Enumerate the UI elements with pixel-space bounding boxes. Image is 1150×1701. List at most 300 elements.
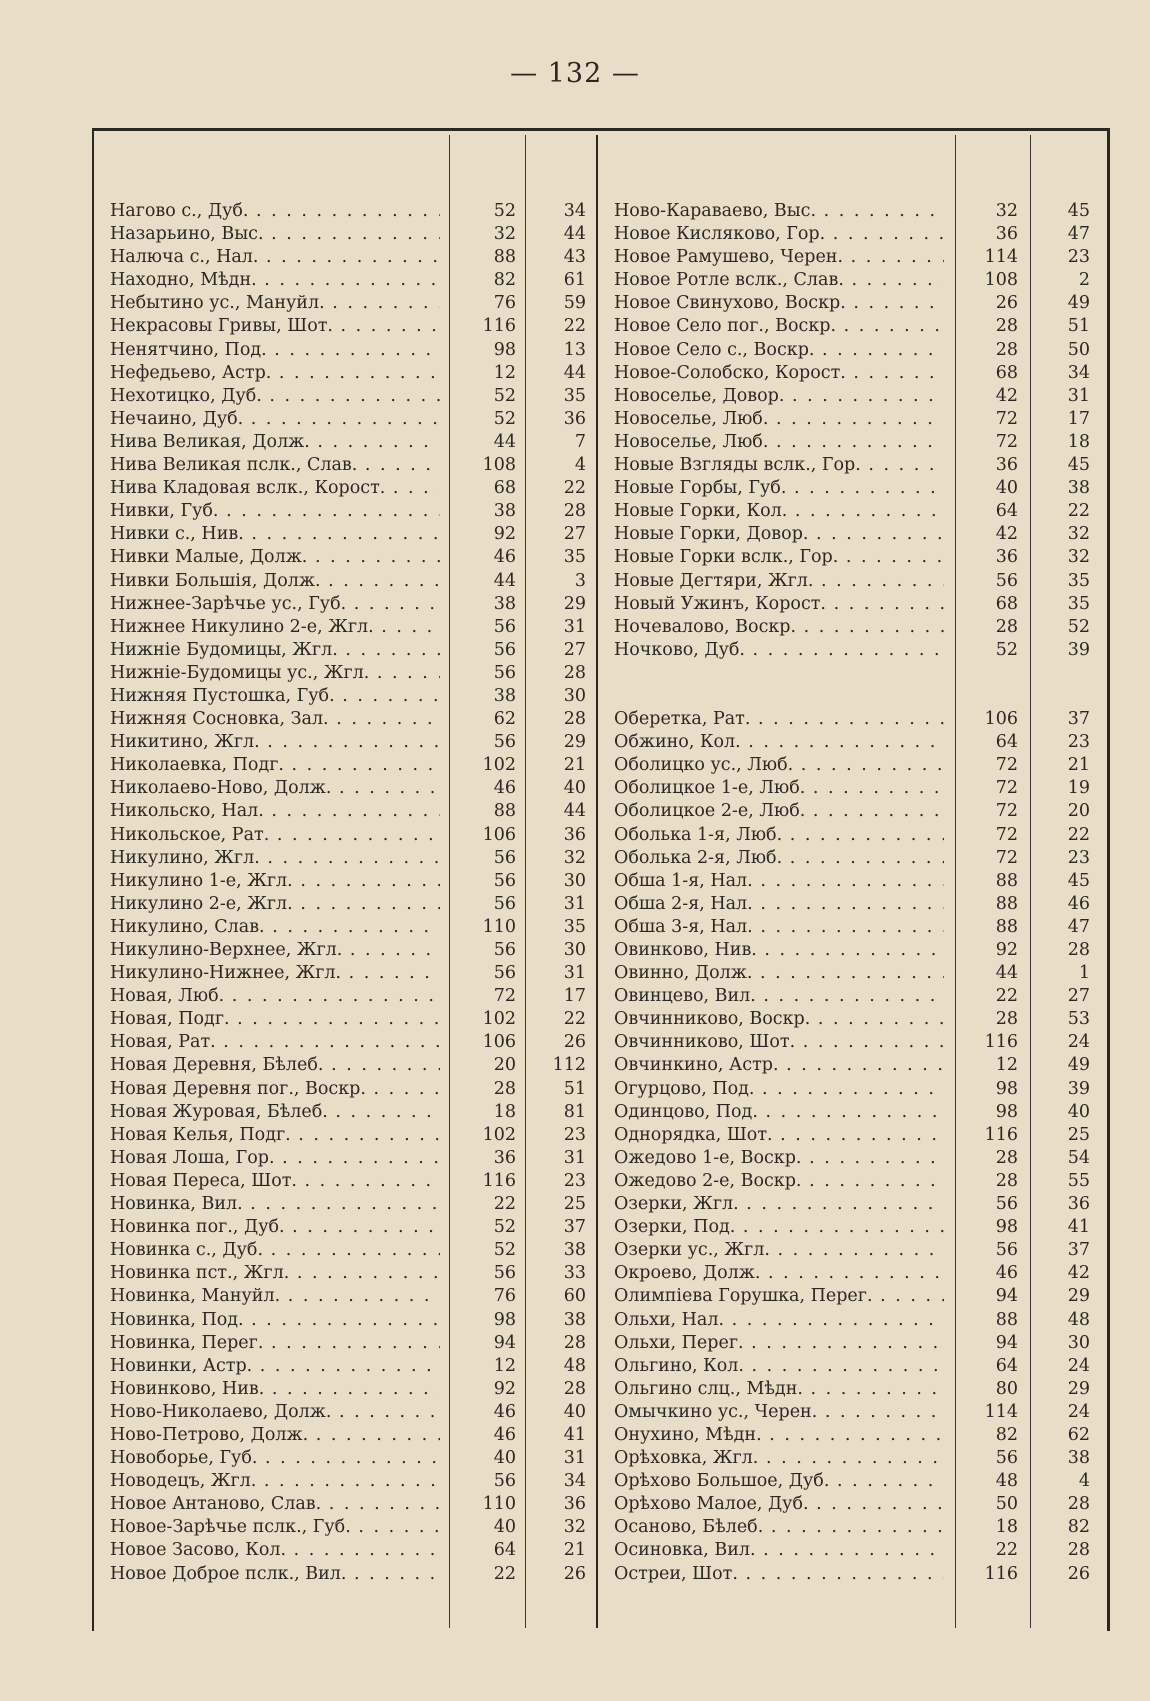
entry-name: Оберетка, Рат. . . . <box>614 708 944 731</box>
entry-page: 40 <box>493 1517 516 1538</box>
entry-number: 40 <box>563 778 586 799</box>
entry-number: 1 <box>1078 963 1090 984</box>
entry-number: 29 <box>1067 1286 1090 1307</box>
entry-page: 56 <box>493 893 516 914</box>
entry-name: Новые Взгляды вслк., Гор. . . . <box>614 454 944 477</box>
entry-number: 28 <box>1067 1540 1090 1561</box>
entry-name: Назарьино, Выс. . . . <box>110 223 440 246</box>
entry-page: 94 <box>995 1286 1018 1307</box>
entry-number: 49 <box>1067 1055 1090 1076</box>
entry-name: Новое Антаново, Слав. . . . <box>110 1493 440 1516</box>
entry-page: 56 <box>493 847 516 868</box>
entry-name: Ново-Караваево, Выс. . . . <box>614 200 944 223</box>
entry-name: Новинка, Вил. . . . <box>110 1193 440 1216</box>
entry-page: 26 <box>995 293 1018 314</box>
entry-number: 22 <box>563 478 586 499</box>
entry-name: Ново-Петрово, Долж. . . . <box>110 1424 440 1447</box>
entry-name: Николаево-Ново, Долж. . . . <box>110 777 440 800</box>
entry-number: 7 <box>574 431 586 452</box>
entry-name: Нижніе-Будомицы ус., Жгл. . . . <box>110 662 440 685</box>
entry-number: 22 <box>563 316 586 337</box>
entry-page: 32 <box>995 201 1018 221</box>
entry-number: 48 <box>1067 1309 1090 1330</box>
entry-number: 38 <box>563 1309 586 1330</box>
entry-name: Ново-Николаево, Долж. . . . <box>110 1401 440 1424</box>
entry-page: 56 <box>493 963 516 984</box>
entry-page: 56 <box>493 940 516 960</box>
entry-number: 24 <box>1067 1032 1090 1053</box>
entry-name: Нечаино, Дуб. . . . <box>110 408 440 431</box>
entry-page: 62 <box>493 709 516 730</box>
entry-page: 98 <box>493 339 516 360</box>
entry-number: 4 <box>574 455 586 476</box>
entry-page: 36 <box>493 1147 516 1168</box>
entry-page: 50 <box>995 1494 1018 1515</box>
entry-page: 92 <box>995 940 1018 960</box>
entry-name: Новое Село пог., Воскр. . . . <box>614 315 944 338</box>
entry-page: 72 <box>995 755 1018 776</box>
entry-page: 88 <box>995 870 1018 891</box>
entry-page: 110 <box>482 1494 516 1515</box>
entry-page: 106 <box>482 824 516 845</box>
entry-page: 92 <box>493 1378 516 1399</box>
entry-page: 68 <box>493 478 516 499</box>
entry-page: 44 <box>493 570 516 591</box>
entry-number: 30 <box>563 685 586 706</box>
entry-name: Нижнее Никулино 2-е, Жгл. . . . <box>110 616 440 639</box>
entry-number: 22 <box>563 1009 586 1030</box>
entry-page: 56 <box>995 1194 1018 1215</box>
entry-name: Орѣхово Малое, Дуб. . . . <box>614 1493 944 1516</box>
entry-name: Новая, Люб. . . . <box>110 985 440 1008</box>
entry-page: 36 <box>995 455 1018 476</box>
entry-number: 27 <box>563 524 586 545</box>
entry-number: 31 <box>563 963 586 984</box>
entry-page: 98 <box>995 1078 1018 1099</box>
entry-number: 36 <box>1067 1194 1090 1215</box>
entry-name: Новинково, Нив. . . . <box>110 1378 440 1401</box>
entry-name: Новинка пст., Жгл. . . . <box>110 1262 440 1285</box>
entry-name: Новые Дегтяри, Жгл. . . . <box>614 570 944 593</box>
entry-page: 114 <box>984 1401 1018 1422</box>
entry-name: Николаевка, Подг. . . . <box>110 754 440 777</box>
entry-number: 23 <box>563 1124 586 1145</box>
entry-page: 56 <box>493 870 516 891</box>
entry-name: Нивки, Губ. . . . <box>110 500 440 523</box>
entry-page: 40 <box>995 478 1018 499</box>
entry-number: 30 <box>563 870 586 891</box>
entry-page: 98 <box>493 1309 516 1330</box>
entry-number: 19 <box>1067 778 1090 799</box>
entry-number: 25 <box>1067 1124 1090 1145</box>
entry-name: Нижняя Пустошка, Губ. . . . <box>110 685 440 708</box>
entry-number: 18 <box>1067 431 1090 452</box>
entry-number: 22 <box>1067 501 1090 522</box>
entry-number: 45 <box>1067 870 1090 891</box>
entry-name: Новые Горки, Довор. . . . <box>614 523 944 546</box>
entry-number: 27 <box>1067 986 1090 1007</box>
entry-name: Осиновка, Вил. . . . <box>614 1539 944 1562</box>
entry-name: Овчинниково, Шот. . . . <box>614 1031 944 1054</box>
entry-name: Нефедьево, Астр. . . . <box>110 362 440 385</box>
entry-page: 82 <box>493 270 516 291</box>
entry-page: 38 <box>493 685 516 706</box>
entry-page: 116 <box>482 1170 516 1191</box>
entry-name: Новая Келья, Подг. . . . <box>110 1124 440 1147</box>
entry-page: 80 <box>995 1378 1018 1399</box>
entry-number: 17 <box>1067 408 1090 429</box>
entry-number: 35 <box>1067 593 1090 614</box>
entry-number: 41 <box>1067 1217 1090 1238</box>
entry-number: 60 <box>563 1286 586 1307</box>
entry-page: 42 <box>995 524 1018 545</box>
entry-number: 28 <box>563 1332 586 1353</box>
entry-page: 52 <box>493 408 516 429</box>
entry-name: Новое-Солобско, Корост. . . . <box>614 362 944 385</box>
column-divider <box>955 135 956 1628</box>
column-divider <box>1030 135 1031 1628</box>
entry-number: 35 <box>563 547 586 568</box>
entry-page: 110 <box>482 916 516 937</box>
page-number: — 132 — <box>510 58 640 89</box>
entry-number: 52 <box>1067 616 1090 637</box>
entry-number: 81 <box>563 1101 586 1122</box>
entry-page: 28 <box>995 616 1018 637</box>
entry-number: 31 <box>563 1147 586 1168</box>
entry-page: 72 <box>995 778 1018 799</box>
entry-name: Новое Свинухово, Воскр. . . . <box>614 292 944 315</box>
entry-name: Нива Великая, Долж. . . . <box>110 431 440 454</box>
entry-number: 26 <box>563 1563 586 1584</box>
column-divider <box>525 135 526 1628</box>
entry-number: 44 <box>563 362 586 383</box>
entry-page: 88 <box>995 893 1018 914</box>
entry-name: Окроево, Долж. . . . <box>614 1262 944 1285</box>
entry-page: 76 <box>493 1286 516 1307</box>
entry-number: 26 <box>1067 1563 1090 1584</box>
entry-page: 36 <box>995 224 1018 245</box>
entry-page: 56 <box>995 570 1018 591</box>
entry-number: 40 <box>1067 1101 1090 1122</box>
entry-name: Ольхи, Перег. . . . <box>614 1332 944 1355</box>
entry-number: 45 <box>1067 455 1090 476</box>
entry-number: 21 <box>1067 755 1090 776</box>
entry-name: Новое Кисляково, Гор. . . . <box>614 223 944 246</box>
entry-name: Ненятчино, Под. . . . <box>110 339 440 362</box>
entry-page: 102 <box>482 1009 516 1030</box>
entry-name: Нива Кладовая вслк., Корост. . . . <box>110 477 440 500</box>
entry-page: 48 <box>995 1471 1018 1492</box>
entry-name: Овчинкино, Астр. . . . <box>614 1054 944 1077</box>
entry-name: Омычкино ус., Черен. . . . <box>614 1401 944 1424</box>
entry-number: 25 <box>563 1194 586 1215</box>
entry-page: 12 <box>493 362 516 383</box>
entry-number: 32 <box>1067 547 1090 568</box>
entry-name: Однорядка, Шот. . . . <box>614 1124 944 1147</box>
entry-name: Олимпіева Горушка, Перег. . . . <box>614 1285 944 1308</box>
entry-name: Озерки, Под. . . . <box>614 1216 944 1239</box>
entry-name: Новоселье, Люб. . . . <box>614 408 944 431</box>
entry-page: 46 <box>493 1424 516 1445</box>
entry-number: 51 <box>563 1078 586 1099</box>
entry-number: 34 <box>563 201 586 221</box>
entry-page: 52 <box>995 639 1018 660</box>
entry-number: 28 <box>563 662 586 683</box>
entry-name: Нива Великая пслк., Слав. . . . <box>110 454 440 477</box>
entry-page: 46 <box>995 1263 1018 1284</box>
entry-number: 32 <box>563 1517 586 1538</box>
entry-number: 34 <box>1067 362 1090 383</box>
entry-page: 44 <box>493 431 516 452</box>
entry-name: Ночевалово, Воскр. . . . <box>614 616 944 639</box>
entry-number: 38 <box>563 1240 586 1261</box>
entry-number: 32 <box>563 847 586 868</box>
entry-page: 52 <box>493 1217 516 1238</box>
entry-page: 72 <box>995 824 1018 845</box>
entry-number: 23 <box>1067 847 1090 868</box>
entry-number: 28 <box>563 709 586 730</box>
entry-number: 32 <box>1067 524 1090 545</box>
entry-page: 94 <box>493 1332 516 1353</box>
entry-page: 28 <box>995 339 1018 360</box>
entry-name: Оболицко ус., Люб. . . . <box>614 754 944 777</box>
entry-page: 22 <box>493 1563 516 1584</box>
entry-number: 26 <box>563 1032 586 1053</box>
entry-number: 17 <box>563 986 586 1007</box>
entry-name: Новинка, Под. . . . <box>110 1309 440 1332</box>
entry-name: Новая, Подг. . . . <box>110 1008 440 1031</box>
entry-page: 28 <box>995 1170 1018 1191</box>
entry-number: 21 <box>563 1540 586 1561</box>
entry-number: 29 <box>563 593 586 614</box>
entry-page: 18 <box>995 1517 1018 1538</box>
entry-name: Новые Горбы, Губ. . . . <box>614 477 944 500</box>
entry-number: 46 <box>1067 893 1090 914</box>
entry-name: Нивки Большія, Долж. . . . <box>110 570 440 593</box>
entry-page: 108 <box>482 455 516 476</box>
entry-name: Новоборье, Губ. . . . <box>110 1447 440 1470</box>
entry-name: Нижнее-Зарѣчье ус., Губ. . . . <box>110 593 440 616</box>
entry-number: 35 <box>1067 570 1090 591</box>
entry-number: 3 <box>574 570 586 591</box>
entry-number: 39 <box>1067 639 1090 660</box>
entry-number: 35 <box>563 916 586 937</box>
entry-page: 40 <box>493 1448 516 1469</box>
entry-page: 42 <box>995 385 1018 406</box>
entry-number: 31 <box>1067 385 1090 406</box>
entry-page: 32 <box>493 224 516 245</box>
entry-name: Новоселье, Довор. . . . <box>614 385 944 408</box>
entry-page: 68 <box>995 593 1018 614</box>
entry-number: 28 <box>1067 940 1090 960</box>
entry-name: Никольско, Нал. . . . <box>110 800 440 823</box>
entry-number: 31 <box>563 616 586 637</box>
entry-page: 28 <box>995 1147 1018 1168</box>
entry-name: Овинно, Долж. . . . <box>614 962 944 985</box>
entry-name: Новая Деревня, Бѣлеб. . . . <box>110 1054 440 1077</box>
entry-number: 51 <box>1067 316 1090 337</box>
entry-number: 24 <box>1067 1401 1090 1422</box>
entry-name: Овинково, Нив. . . . <box>614 939 944 962</box>
entry-page: 12 <box>493 1355 516 1376</box>
entry-name: Нивки Малые, Долж. . . . <box>110 546 440 569</box>
entry-page: 46 <box>493 1401 516 1422</box>
entry-name: Нижніе Будомицы, Жгл. . . . <box>110 639 440 662</box>
entry-page: 116 <box>482 316 516 337</box>
entry-name: Остреи, Шот. . . . <box>614 1563 944 1586</box>
entry-page: 44 <box>995 963 1018 984</box>
entry-page: 22 <box>995 986 1018 1007</box>
entry-number: 35 <box>563 385 586 406</box>
entry-number: 23 <box>1067 247 1090 268</box>
entry-number: 36 <box>563 1494 586 1515</box>
entry-page: 64 <box>995 1355 1018 1376</box>
entry-number: 2 <box>1078 270 1090 291</box>
entry-name: Новое Засово, Кол. . . . <box>110 1539 440 1562</box>
entry-page: 64 <box>493 1540 516 1561</box>
entry-name: Осаново, Бѣлеб. . . . <box>614 1516 944 1539</box>
entry-page: 72 <box>995 431 1018 452</box>
entry-name: Нижняя Сосновка, Зал. . . . <box>110 708 440 731</box>
entry-page: 102 <box>482 755 516 776</box>
column-divider-center <box>596 135 598 1628</box>
entry-page: 72 <box>493 986 516 1007</box>
entry-number: 61 <box>563 270 586 291</box>
entry-name: Ольгино слц., Мѣдн. . . . <box>614 1378 944 1401</box>
entry-page: 92 <box>493 524 516 545</box>
entry-name: Новое Доброе пслк., Вил. . . . <box>110 1563 440 1586</box>
entry-page: 116 <box>984 1563 1018 1584</box>
entry-page: 64 <box>995 501 1018 522</box>
column-divider <box>449 135 450 1628</box>
entry-page: 116 <box>984 1032 1018 1053</box>
entry-page: 106 <box>482 1032 516 1053</box>
entry-name: Оболицкое 1-е, Люб. . . . <box>614 777 944 800</box>
entry-number: 36 <box>563 824 586 845</box>
entry-name: Никулино, Жгл. . . . <box>110 847 440 870</box>
entry-page: 28 <box>493 1078 516 1099</box>
entry-page: 56 <box>493 639 516 660</box>
entry-name: Новая Лоша, Гор. . . . <box>110 1147 440 1170</box>
entry-name: Оболицкое 2-е, Люб. . . . <box>614 800 944 823</box>
entry-page: 56 <box>493 662 516 683</box>
entry-name: Огурцово, Под. . . . <box>614 1078 944 1101</box>
entry-number: 39 <box>1067 1078 1090 1099</box>
entry-name: Никулино-Нижнее, Жгл. . . . <box>110 962 440 985</box>
entry-number: 112 <box>552 1055 586 1076</box>
entry-number: 50 <box>1067 339 1090 360</box>
entry-number: 13 <box>563 339 586 360</box>
entry-number: 30 <box>563 940 586 960</box>
entry-name: Новинка, Мануйл. . . . <box>110 1285 440 1308</box>
entry-name: Новая Переса, Шот. . . . <box>110 1170 440 1193</box>
entry-number: 48 <box>563 1355 586 1376</box>
entry-number: 47 <box>1067 224 1090 245</box>
entry-name: Новая Журовая, Бѣлеб. . . . <box>110 1101 440 1124</box>
entry-page: 56 <box>995 1448 1018 1469</box>
entry-page: 56 <box>493 1471 516 1492</box>
entry-page: 116 <box>984 1124 1018 1145</box>
entry-name: Новые Горки вслк., Гор. . . . <box>614 546 944 569</box>
entry-name: Ольгино, Кол. . . . <box>614 1355 944 1378</box>
entry-page: 98 <box>995 1101 1018 1122</box>
entry-name: Находно, Мѣдн. . . . <box>110 269 440 292</box>
entry-page: 114 <box>984 247 1018 268</box>
entry-page: 94 <box>995 1332 1018 1353</box>
entry-page: 20 <box>493 1055 516 1076</box>
entry-name: Новодецъ, Жгл. . . . <box>110 1470 440 1493</box>
entry-number: 23 <box>1067 732 1090 753</box>
entry-page: 106 <box>984 709 1018 730</box>
entry-page: 18 <box>493 1101 516 1122</box>
entry-page: 64 <box>995 732 1018 753</box>
entry-number: 29 <box>563 732 586 753</box>
entry-number: 38 <box>1067 478 1090 499</box>
entry-number: 27 <box>563 639 586 660</box>
entry-number: 59 <box>563 293 586 314</box>
entry-name: Новинка с., Дуб. . . . <box>110 1239 440 1262</box>
entry-number: 41 <box>563 1424 586 1445</box>
entry-name: Обша 3-я, Нал. . . . <box>614 916 944 939</box>
entry-page: 52 <box>493 385 516 406</box>
entry-name: Овчинниково, Воскр. . . . <box>614 1008 944 1031</box>
entry-page: 12 <box>995 1055 1018 1076</box>
entry-name: Новый Ужинъ, Корост. . . . <box>614 593 944 616</box>
entry-page: 56 <box>493 1263 516 1284</box>
entry-number: 45 <box>1067 201 1090 221</box>
entry-name: Никулино 1-е, Жгл. . . . <box>110 870 440 893</box>
entry-name: Небытино ус., Мануйл. . . . <box>110 292 440 315</box>
entry-name: Новая, Рат. . . . <box>110 1031 440 1054</box>
entry-name: Ожедово 2-е, Воскр. . . . <box>614 1170 944 1193</box>
entry-page: 72 <box>995 408 1018 429</box>
entry-name: Новая Деревня пог., Воскр. . . . <box>110 1078 440 1101</box>
entry-name: Орѣховка, Жгл. . . . <box>614 1447 944 1470</box>
entry-number: 54 <box>1067 1147 1090 1168</box>
entry-name: Новое-Зарѣчье пслк., Губ. . . . <box>110 1516 440 1539</box>
entry-page: 108 <box>984 270 1018 291</box>
entry-number: 55 <box>1067 1170 1090 1191</box>
entry-number: 28 <box>563 1378 586 1399</box>
entry-number: 47 <box>1067 916 1090 937</box>
entry-number: 37 <box>1067 1240 1090 1261</box>
entry-number: 31 <box>563 1448 586 1469</box>
entry-number: 49 <box>1067 293 1090 314</box>
entry-number: 28 <box>563 501 586 522</box>
entry-name: Новоселье, Люб. . . . <box>614 431 944 454</box>
entry-name: Обжино, Кол. . . . <box>614 731 944 754</box>
entry-name: Онухино, Мѣдн. . . . <box>614 1424 944 1447</box>
entry-number: 37 <box>563 1217 586 1238</box>
entry-name: Одинцово, Под. . . . <box>614 1101 944 1124</box>
entry-number: 33 <box>563 1263 586 1284</box>
entry-name: Новое Село с., Воскр. . . . <box>614 339 944 362</box>
entry-number: 24 <box>1067 1355 1090 1376</box>
entry-number: 62 <box>1067 1424 1090 1445</box>
entry-number: 21 <box>563 755 586 776</box>
entry-name: Никулино, Слав. . . . <box>110 916 440 939</box>
entry-page: 22 <box>493 1194 516 1215</box>
entry-number: 29 <box>1067 1378 1090 1399</box>
entry-number: 43 <box>563 247 586 268</box>
entry-page: 102 <box>482 1124 516 1145</box>
entry-number: 4 <box>1078 1471 1090 1492</box>
entry-page: 28 <box>995 1009 1018 1030</box>
entry-name: Оболька 1-я, Люб. . . . <box>614 824 944 847</box>
entry-page: 56 <box>493 732 516 753</box>
entry-page: 72 <box>995 801 1018 822</box>
entry-page: 28 <box>995 316 1018 337</box>
